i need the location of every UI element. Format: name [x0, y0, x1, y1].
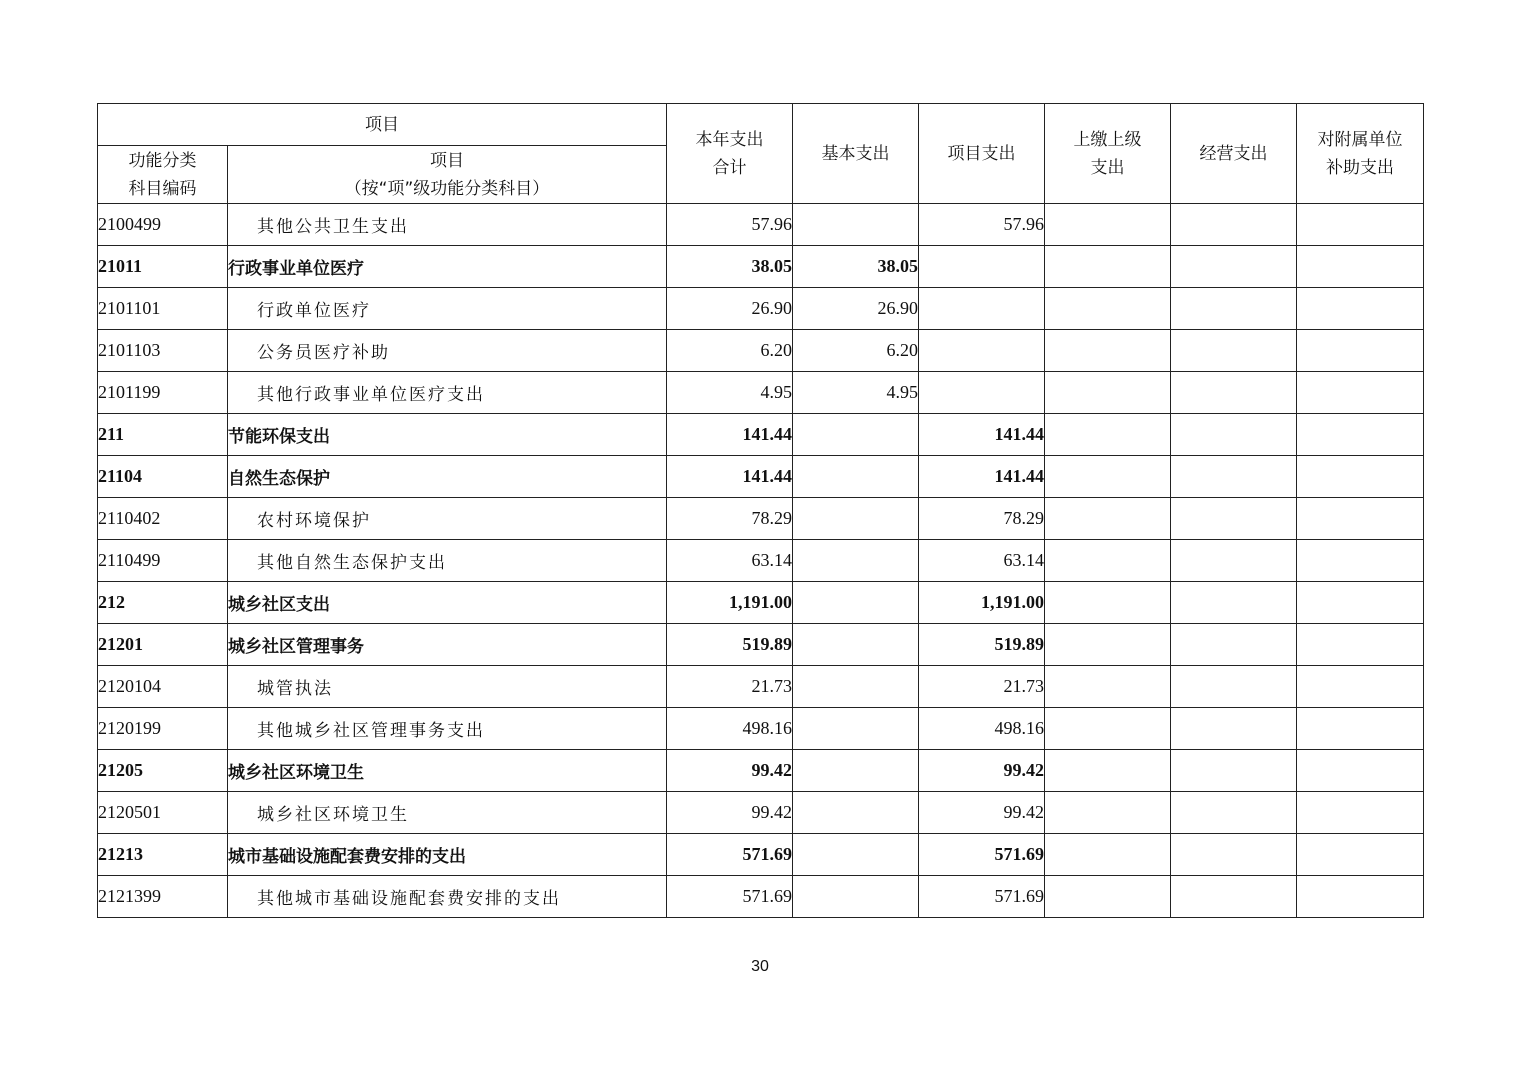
- table-row: [98, 498, 1424, 540]
- row-subsidy: [1297, 876, 1424, 918]
- table-header: [98, 104, 1424, 204]
- row-business: [1171, 414, 1297, 456]
- row-code: 2120199: [98, 708, 228, 750]
- row-subsidy: [1297, 582, 1424, 624]
- row-subsidy: [1297, 288, 1424, 330]
- row-project-expense: 57.96: [919, 204, 1045, 246]
- header-basic: 基本支出: [793, 104, 919, 204]
- table-body: [98, 204, 1424, 918]
- row-subsidy: [1297, 708, 1424, 750]
- row-business: [1171, 456, 1297, 498]
- row-basic: 26.90: [793, 288, 919, 330]
- row-code: 2101103: [98, 330, 228, 372]
- row-basic: [793, 750, 919, 792]
- row-subsidy: [1297, 204, 1424, 246]
- table-row: [98, 204, 1424, 246]
- row-subsidy: [1297, 330, 1424, 372]
- row-project-expense: 519.89: [919, 624, 1045, 666]
- row-project-expense: 141.44: [919, 414, 1045, 456]
- row-basic: 4.95: [793, 372, 919, 414]
- row-basic: [793, 456, 919, 498]
- row-project-expense: 99.42: [919, 792, 1045, 834]
- row-upper: [1045, 876, 1171, 918]
- row-name: 农村环境保护: [228, 498, 667, 540]
- header-upper: 上缴上级 支出: [1045, 104, 1171, 204]
- row-total: 63.14: [667, 540, 793, 582]
- table-row: [98, 666, 1424, 708]
- row-basic: [793, 582, 919, 624]
- row-project-expense: 1,191.00: [919, 582, 1045, 624]
- row-business: [1171, 624, 1297, 666]
- row-project-expense: [919, 288, 1045, 330]
- header-project-expense: 项目支出: [919, 104, 1045, 204]
- row-business: [1171, 204, 1297, 246]
- row-business: [1171, 582, 1297, 624]
- row-business: [1171, 246, 1297, 288]
- row-upper: [1045, 414, 1171, 456]
- row-business: [1171, 834, 1297, 876]
- row-total: 141.44: [667, 456, 793, 498]
- row-basic: 38.05: [793, 246, 919, 288]
- row-project-expense: 141.44: [919, 456, 1045, 498]
- row-business: [1171, 498, 1297, 540]
- row-total: 571.69: [667, 876, 793, 918]
- row-project-expense: 21.73: [919, 666, 1045, 708]
- row-code: 2121399: [98, 876, 228, 918]
- row-total: 38.05: [667, 246, 793, 288]
- row-project-expense: [919, 246, 1045, 288]
- page-number: 30: [751, 958, 769, 975]
- row-basic: [793, 876, 919, 918]
- row-total: 26.90: [667, 288, 793, 330]
- row-business: [1171, 750, 1297, 792]
- table-row: [98, 624, 1424, 666]
- row-basic: [793, 204, 919, 246]
- row-business: [1171, 330, 1297, 372]
- row-name: 行政单位医疗: [228, 288, 667, 330]
- table-row: [98, 750, 1424, 792]
- row-basic: [793, 792, 919, 834]
- row-name: 自然生态保护: [228, 456, 667, 498]
- table-row: [98, 414, 1424, 456]
- row-basic: [793, 414, 919, 456]
- row-code: 21201: [98, 624, 228, 666]
- row-upper: [1045, 372, 1171, 414]
- row-code: 2120501: [98, 792, 228, 834]
- row-name: 城乡社区环境卫生: [228, 750, 667, 792]
- row-code: 212: [98, 582, 228, 624]
- row-subsidy: [1297, 750, 1424, 792]
- row-upper: [1045, 288, 1171, 330]
- row-basic: [793, 624, 919, 666]
- row-basic: [793, 498, 919, 540]
- row-code: 2110499: [98, 540, 228, 582]
- table-row: [98, 372, 1424, 414]
- row-upper: [1045, 582, 1171, 624]
- header-subsidy: 对附属单位 补助支出: [1297, 104, 1424, 204]
- row-code: 21213: [98, 834, 228, 876]
- row-subsidy: [1297, 456, 1424, 498]
- table-row: [98, 876, 1424, 918]
- row-subsidy: [1297, 624, 1424, 666]
- row-project-expense: 571.69: [919, 834, 1045, 876]
- row-name: 城市基础设施配套费安排的支出: [228, 834, 667, 876]
- row-code: 21011: [98, 246, 228, 288]
- row-basic: [793, 708, 919, 750]
- row-total: 519.89: [667, 624, 793, 666]
- row-business: [1171, 792, 1297, 834]
- row-code: 2120104: [98, 666, 228, 708]
- row-code: 2101199: [98, 372, 228, 414]
- row-project-expense: [919, 372, 1045, 414]
- table-row: [98, 582, 1424, 624]
- row-business: [1171, 540, 1297, 582]
- row-upper: [1045, 624, 1171, 666]
- row-basic: [793, 666, 919, 708]
- row-name: 其他自然生态保护支出: [228, 540, 667, 582]
- row-code: 211: [98, 414, 228, 456]
- row-upper: [1045, 204, 1171, 246]
- row-subsidy: [1297, 498, 1424, 540]
- row-upper: [1045, 498, 1171, 540]
- row-total: 1,191.00: [667, 582, 793, 624]
- expenditure-table: [97, 103, 1424, 918]
- header-code: 功能分类 科目编码: [98, 146, 228, 204]
- row-subsidy: [1297, 834, 1424, 876]
- row-name: 节能环保支出: [228, 414, 667, 456]
- row-upper: [1045, 246, 1171, 288]
- row-subsidy: [1297, 792, 1424, 834]
- row-project-expense: 99.42: [919, 750, 1045, 792]
- header-total: 本年支出 合计: [667, 104, 793, 204]
- row-total: 99.42: [667, 750, 793, 792]
- row-business: [1171, 372, 1297, 414]
- row-upper: [1045, 792, 1171, 834]
- row-business: [1171, 666, 1297, 708]
- header-business: 经营支出: [1171, 104, 1297, 204]
- row-project-expense: 571.69: [919, 876, 1045, 918]
- row-name: 城乡社区环境卫生: [228, 792, 667, 834]
- row-total: 4.95: [667, 372, 793, 414]
- row-code: 21205: [98, 750, 228, 792]
- row-project-expense: [919, 330, 1045, 372]
- row-total: 571.69: [667, 834, 793, 876]
- header-project: 项目: [98, 104, 667, 146]
- header-name: 项目 （按“项”级功能分类科目）: [228, 146, 667, 204]
- row-upper: [1045, 330, 1171, 372]
- row-code: 21104: [98, 456, 228, 498]
- row-total: 141.44: [667, 414, 793, 456]
- row-subsidy: [1297, 540, 1424, 582]
- row-subsidy: [1297, 372, 1424, 414]
- row-project-expense: 78.29: [919, 498, 1045, 540]
- row-name: 城管执法: [228, 666, 667, 708]
- row-upper: [1045, 750, 1171, 792]
- row-subsidy: [1297, 246, 1424, 288]
- row-total: 99.42: [667, 792, 793, 834]
- table-row: [98, 792, 1424, 834]
- row-project-expense: 498.16: [919, 708, 1045, 750]
- row-upper: [1045, 540, 1171, 582]
- row-upper: [1045, 456, 1171, 498]
- row-name: 城乡社区管理事务: [228, 624, 667, 666]
- row-business: [1171, 288, 1297, 330]
- row-upper: [1045, 708, 1171, 750]
- row-code: 2110402: [98, 498, 228, 540]
- table-row: [98, 288, 1424, 330]
- row-project-expense: 63.14: [919, 540, 1045, 582]
- table-row: [98, 834, 1424, 876]
- table-row: [98, 330, 1424, 372]
- row-name: 其他行政事业单位医疗支出: [228, 372, 667, 414]
- row-name: 城乡社区支出: [228, 582, 667, 624]
- row-total: 78.29: [667, 498, 793, 540]
- table-row: [98, 456, 1424, 498]
- row-name: 公务员医疗补助: [228, 330, 667, 372]
- row-name: 其他城市基础设施配套费安排的支出: [228, 876, 667, 918]
- row-upper: [1045, 666, 1171, 708]
- row-business: [1171, 876, 1297, 918]
- row-total: 498.16: [667, 708, 793, 750]
- row-subsidy: [1297, 414, 1424, 456]
- table-row: [98, 708, 1424, 750]
- row-code: 2101101: [98, 288, 228, 330]
- row-subsidy: [1297, 666, 1424, 708]
- row-business: [1171, 708, 1297, 750]
- row-total: 21.73: [667, 666, 793, 708]
- row-name: 其他城乡社区管理事务支出: [228, 708, 667, 750]
- row-basic: [793, 834, 919, 876]
- row-upper: [1045, 834, 1171, 876]
- row-total: 6.20: [667, 330, 793, 372]
- row-name: 行政事业单位医疗: [228, 246, 667, 288]
- row-basic: [793, 540, 919, 582]
- table-row: [98, 246, 1424, 288]
- row-total: 57.96: [667, 204, 793, 246]
- row-name: 其他公共卫生支出: [228, 204, 667, 246]
- row-basic: 6.20: [793, 330, 919, 372]
- row-code: 2100499: [98, 204, 228, 246]
- table-row: [98, 540, 1424, 582]
